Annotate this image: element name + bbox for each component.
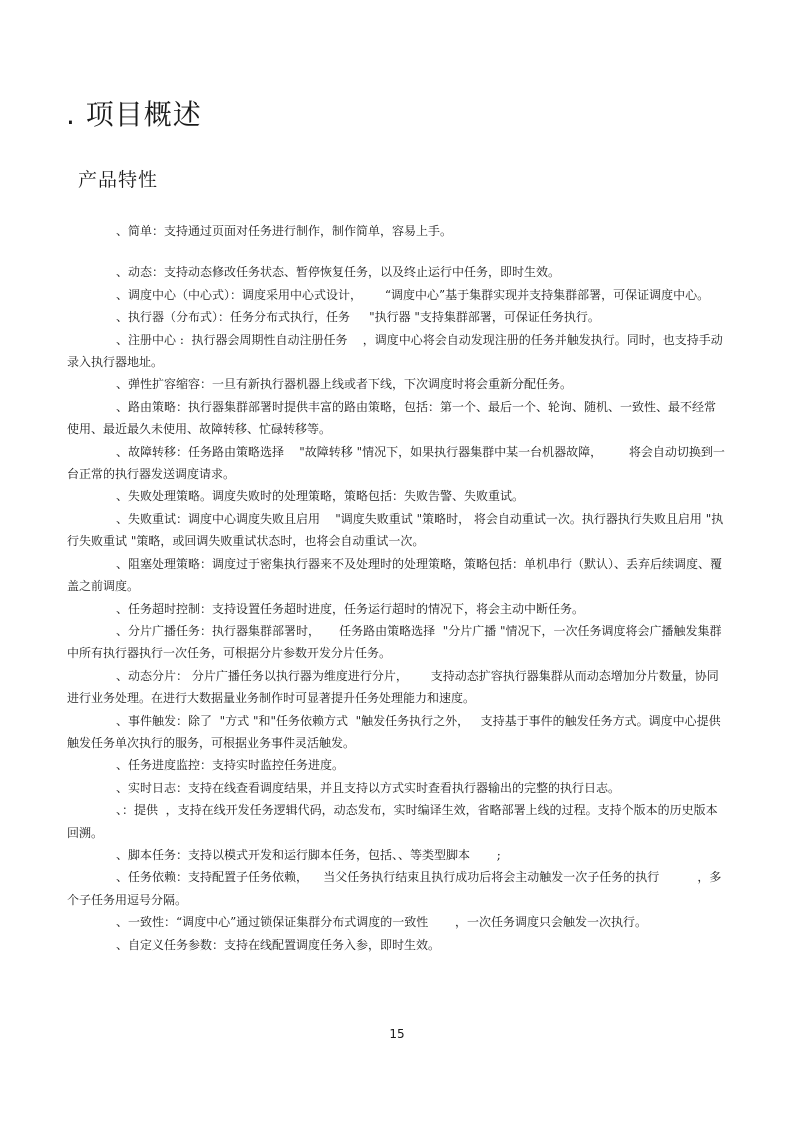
- feature-item-consistency: 、一致性：“调度中心”通过锁保证集群分布式调度的一致性 ，一次任务调度只会触发一次执行。: [116, 915, 647, 930]
- feature-item-realtime-log: 、实时日志：支持在线查看调度结果，并且支持以方式实时查看执行器输出的完整的执行日志。: [116, 780, 621, 795]
- feature-item-script-task: 、脚本任务：支持以模式开发和运行脚本任务，包括、、等类型脚本 ;: [116, 847, 501, 862]
- feature-item-online-ide: 、：提供 ，支持在线开发任务逻辑代码，动态发布，实时编译生效，省略部署上线的过程。支持个版本的历史版本回溯。: [67, 803, 718, 840]
- feature-item-blocking: 、阻塞处理策略：调度过于密集执行器来不及处理时的处理策略，策略包括：单机串行（默认）、丢弃后续调度、覆盖之前调度。: [67, 556, 723, 594]
- feature-item-dynamic-shard: 、动态分片： 分片广播任务以执行器为维度进行分片， 支持动态扩容执行器集群从而动态增加分片数量，协同进行业务处理。在进行大数据量业务制作时可显著提升任务处理能力和速度。: [67, 668, 719, 706]
- feature-item-simple: 、简单：支持通过页面对任务进行制作，制作简单，容易上手。: [116, 224, 453, 238]
- feature-item-failure-handling: 、失败处理策略。调度失败时的处理策略，策略包括：失败告警、失败重试。: [116, 489, 525, 504]
- feature-item-scheduler-center: 、调度中心（中心式）：调度采用中心式设计， “调度中心”基于集群实现并支持集群部署，可保证调度中心。: [116, 287, 710, 302]
- feature-item-shard-broadcast: 、分片广播任务：执行器集群部署时， 任务路由策略选择 "分片广播 "情况下，一次任务调度将会广播触发集群中所有执行器执行一次任务，可根据分片参数开发分片任务。: [67, 623, 722, 661]
- feature-item-retry: 、失败重试：调度中心调度失败且启用 "调度失败重试 "策略时， 将会自动重试一次。执行器执行失败且启用 "执行失败重试 "策略，或回调失败重试状态时，也将会自动重试一次。: [67, 511, 724, 549]
- feature-item-timeout: 、任务超时控制：支持设置任务超时进度，任务运行超时的情况下，将会主动中断任务。: [116, 601, 585, 616]
- feature-item-registry: 、注册中心 : 执行器会周期性自动注册任务 ，调度中心将会自动发现注册的任务并触发执行。同时，也支持手动录入执行器地址。: [67, 332, 723, 370]
- feature-item-custom-params: 、自定义任务参数：支持在线配置调度任务入参，即时生效。: [116, 937, 441, 952]
- section-heading: . 项目概述: [66, 98, 202, 131]
- feature-item-task-dependency: 、任务依赖：支持配置子任务依赖， 当父任务执行结束且执行成功后将会主动触发一次子任务的执行 ，多个子任务用逗号分隔。: [67, 870, 722, 907]
- feature-item-executor: 、执行器（分布式）：任务分布式执行，任务 "执行器 "支持集群部署，可保证任务执行。: [116, 310, 600, 325]
- feature-list: [67, 220, 727, 956]
- page-number: 15: [389, 1027, 405, 1041]
- feature-item-progress-monitor: 、任务进度监控：支持实时监控任务进度。: [116, 758, 345, 773]
- feature-item-failover: 、故障转移：任务路由策略选择 "故障转移 "情况下，如果执行器集群中某一台机器故障， 将会自动切换到一台正常的执行器发送调度请求。: [67, 444, 725, 482]
- feature-item-event-trigger: 、事件触发：除了 "方式 "和"任务依赖方式 "触发任务执行之外， 支持基于事件的触发任务方式。调度中心提供触发任务单次执行的服务，可根据业务事件灵活触发。: [67, 713, 721, 750]
- feature-item-elastic-scaling: 、弹性扩容缩容：一旦有新执行器机器上线或者下线，下次调度时将会重新分配任务。: [116, 377, 573, 392]
- feature-item-dynamic: 、动态：支持动态修改任务状态、暂停恢复任务，以及终止运行中任务，即时生效。: [116, 265, 561, 280]
- feature-item-routing: 、路由策略：执行器集群部署时提供丰富的路由策略，包括：第一个、最后一个、轮询、随机、一致性、最不经常使用、最近最久未使用、故障转移、忙碌转移等。: [67, 399, 717, 437]
- subsection-heading: 产品特性: [78, 169, 159, 191]
